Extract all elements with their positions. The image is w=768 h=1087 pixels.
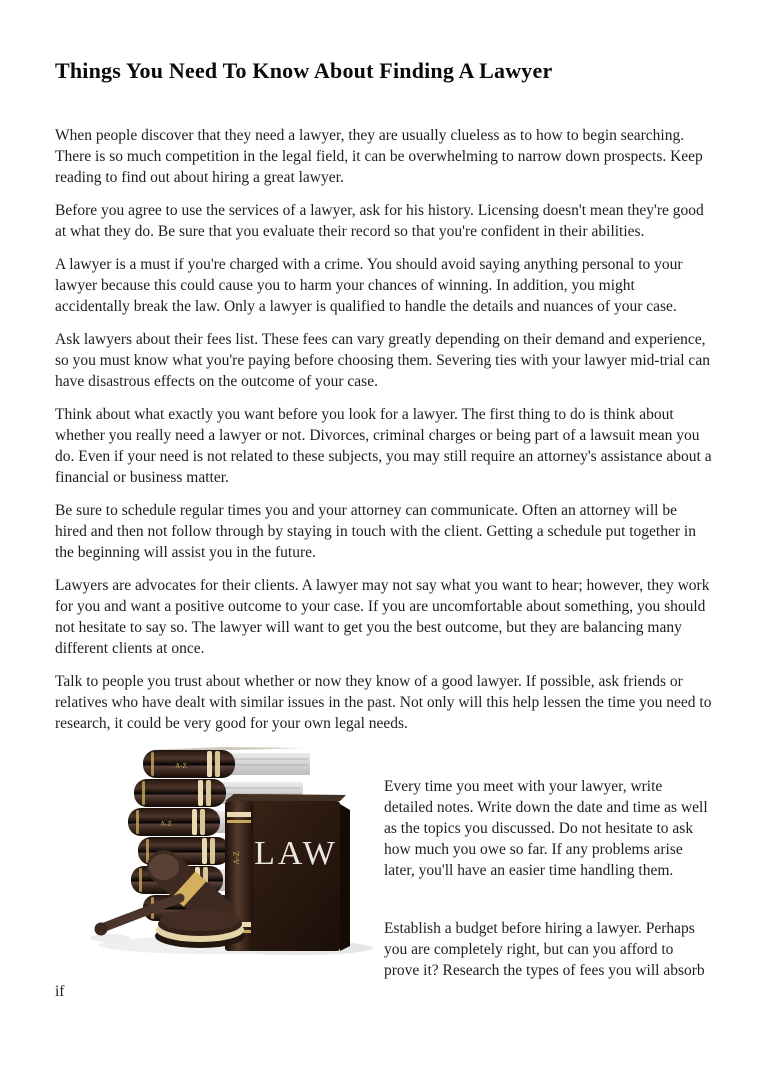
paragraph-8: Talk to people you trust about whether or now they know of a good lawyer. If possible, ask friends or relatives who have dealt with similar issues in the past. Not only will this help lessen the time you need to research, it could be very good for your own legal needs. [55, 673, 712, 732]
paragraph-10: Establish a budget before hiring a lawyer. Perhaps you are completely right, but can you afford to prove it? Research the types of fees you will absorb if [55, 920, 705, 1000]
spine-label: A-Z [175, 762, 187, 770]
page-title: Things You Need To Know About Finding A Lawyer [55, 58, 553, 83]
paragraph-9: Every time you meet with your lawyer, write detailed notes. Write down the date and time as well as the topics you discussed. Do not hesitate to ask how much you owe so far. If any problems arise later, you'll have an easier time handling them. [384, 778, 708, 879]
paragraph-3: A lawyer is a must if you're charged with a crime. You should avoid saying anything personal to your lawyer because this could cause you to harm your chances of winning. In addition, you might accidentally break the law. Only a lawyer is qualified to handle the details and nuances of your case. [55, 256, 683, 315]
paragraph-7: Lawyers are advocates for their clients. A lawyer may not say what you want to hear; however, they work for you and want a positive outcome to your case. If you are uncomfortable about something, you should not hesitate to say so. The lawyer will want to get you the best outcome, but they are balancing many different clients at once. [55, 577, 710, 657]
paragraph-4: Ask lawyers about their fees list. These fees can vary greatly depending on their demand and experience, so you must know what you're paying before choosing them. Severing ties with your lawyer mid-trial can have disastrous effects on the outcome of your case. [55, 331, 710, 390]
law-books-illustration [88, 746, 375, 956]
sound-block [155, 909, 245, 948]
paragraph-2: Before you agree to use the services of a lawyer, ask for his history. Licensing doesn't mean they're good at what they do. Be sure that you evaluate their record so that you're confident in their abilities. [55, 202, 704, 240]
spine-label: A-Z [160, 820, 172, 828]
standing-law-book [225, 794, 350, 951]
law-book-title: LAW [254, 835, 338, 872]
image-text-section [55, 746, 712, 1014]
law-books-image [88, 746, 375, 956]
spine-label: A-Z [232, 851, 241, 865]
paragraph-5: Think about what exactly you want before you look for a lawyer. The first thing to do is think about whether you really need a lawyer or not. Divorces, criminal charges or being part of a lawsuit mean you do. Even if your need is not related to these subjects, you may still require an attorney's assistance about a financial or business matter. [55, 406, 712, 486]
paragraph-1: When people discover that they need a lawyer, they are usually clueless as to how to begin searching. There is so much competition in the legal field, it can be overwhelming to narrow down prospects. Keep reading to find out about hiring a great lawyer. [55, 127, 703, 186]
paragraph-6: Be sure to schedule regular times you and your attorney can communicate. Often an attorney will be hired and then not follow through by staying in touch with the client. Getting a schedule put together in the beginning will assist you in the future. [55, 502, 696, 561]
